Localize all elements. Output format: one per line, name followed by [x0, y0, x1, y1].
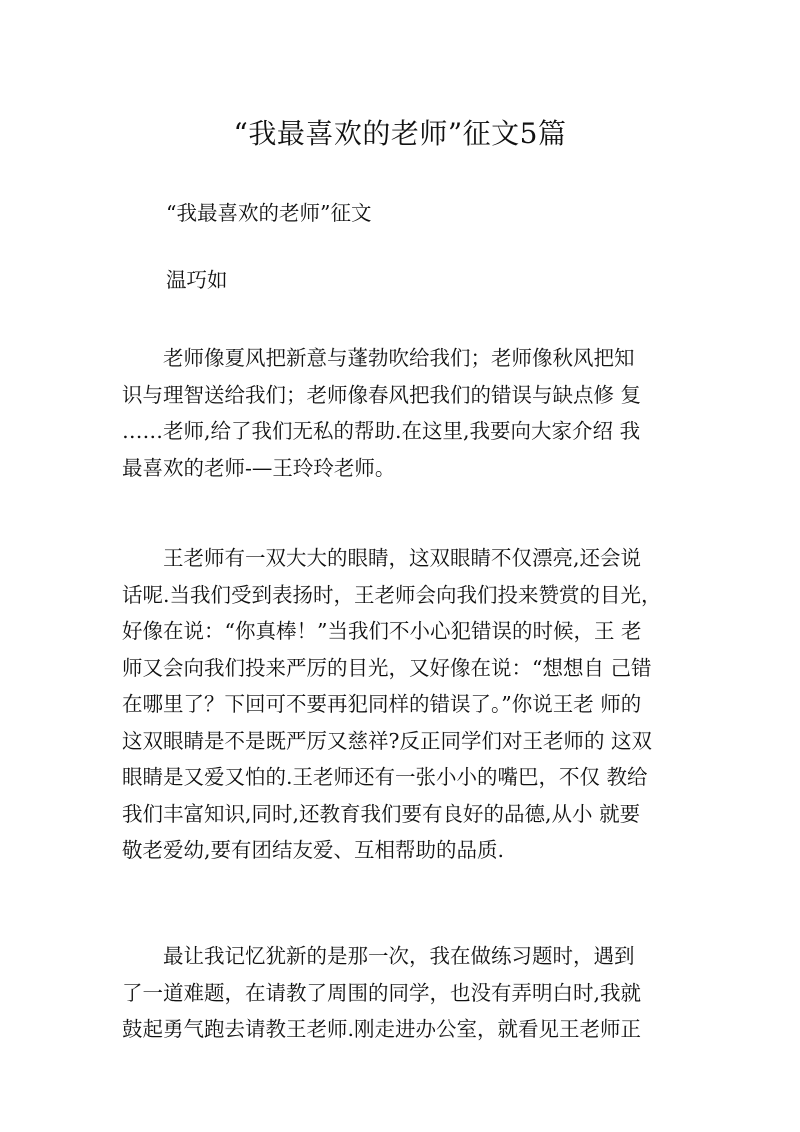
paragraph-1: [122, 340, 641, 486]
paragraph-line: ……老师,给了我们无私的帮助.在这里,我要向大家介绍 我: [122, 419, 641, 443]
paragraph-line: 了一道难题，在请教了周围的同学，也没有弄明白时,我就: [122, 980, 642, 1005]
paragraph-line: 眼睛是又爱又怕的.王老师还有一张小小的嘴巴，不仅 教给: [122, 765, 648, 789]
document-title: “我最喜欢的老师”征文5篇: [233, 117, 567, 150]
paragraph-line: 师又会向我们投来严厉的目光，又好像在说：“想想自 己错: [122, 655, 652, 680]
paragraph-line: 识与理智送给我们；老师像春风把我们的错误与缺点修 复: [122, 382, 642, 407]
paragraph-line: 好像在说：“你真棒！”当我们不小心犯错误的时候，王 老: [122, 619, 642, 643]
paragraph-line: 在哪里了？下回可不要再犯同样的错误了。”你说王老 师的: [122, 692, 642, 716]
paragraph-line: 老师像夏风把新意与蓬勃吹给我们；老师像秋风把知: [122, 346, 635, 370]
essay-subtitle: “我最喜欢的老师”征文: [166, 201, 372, 225]
paragraph-line: 话呢.当我们受到表扬时，王老师会向我们投来赞赏的目光，: [122, 582, 662, 607]
paragraph-line: 最让我记忆犹新的是那一次，我在做练习题时，遇到: [122, 944, 635, 968]
paragraph-line: 这双眼睛是不是既严厉又慈祥?反正同学们对王老师的 这双: [122, 728, 653, 753]
paragraph-3: [122, 938, 641, 1048]
paragraph-2: [122, 540, 662, 869]
paragraph-line: 王老师有一双大大的眼睛，这双眼睛不仅漂亮,还会说: [122, 546, 642, 570]
paragraph-line: 最喜欢的老师-—王玲玲老师。: [122, 455, 396, 480]
paragraph-line: 鼓起勇气跑去请教王老师.刚走进办公室，就看见王老师正: [122, 1017, 642, 1041]
paragraph-line: 我们丰富知识,同时,还教育我们要有良好的品德,从小 就要: [122, 801, 641, 826]
author-name: 温巧如: [166, 268, 228, 292]
paragraph-line: 敬老爱幼,要有团结友爱、互相帮助的品质.: [122, 838, 505, 862]
